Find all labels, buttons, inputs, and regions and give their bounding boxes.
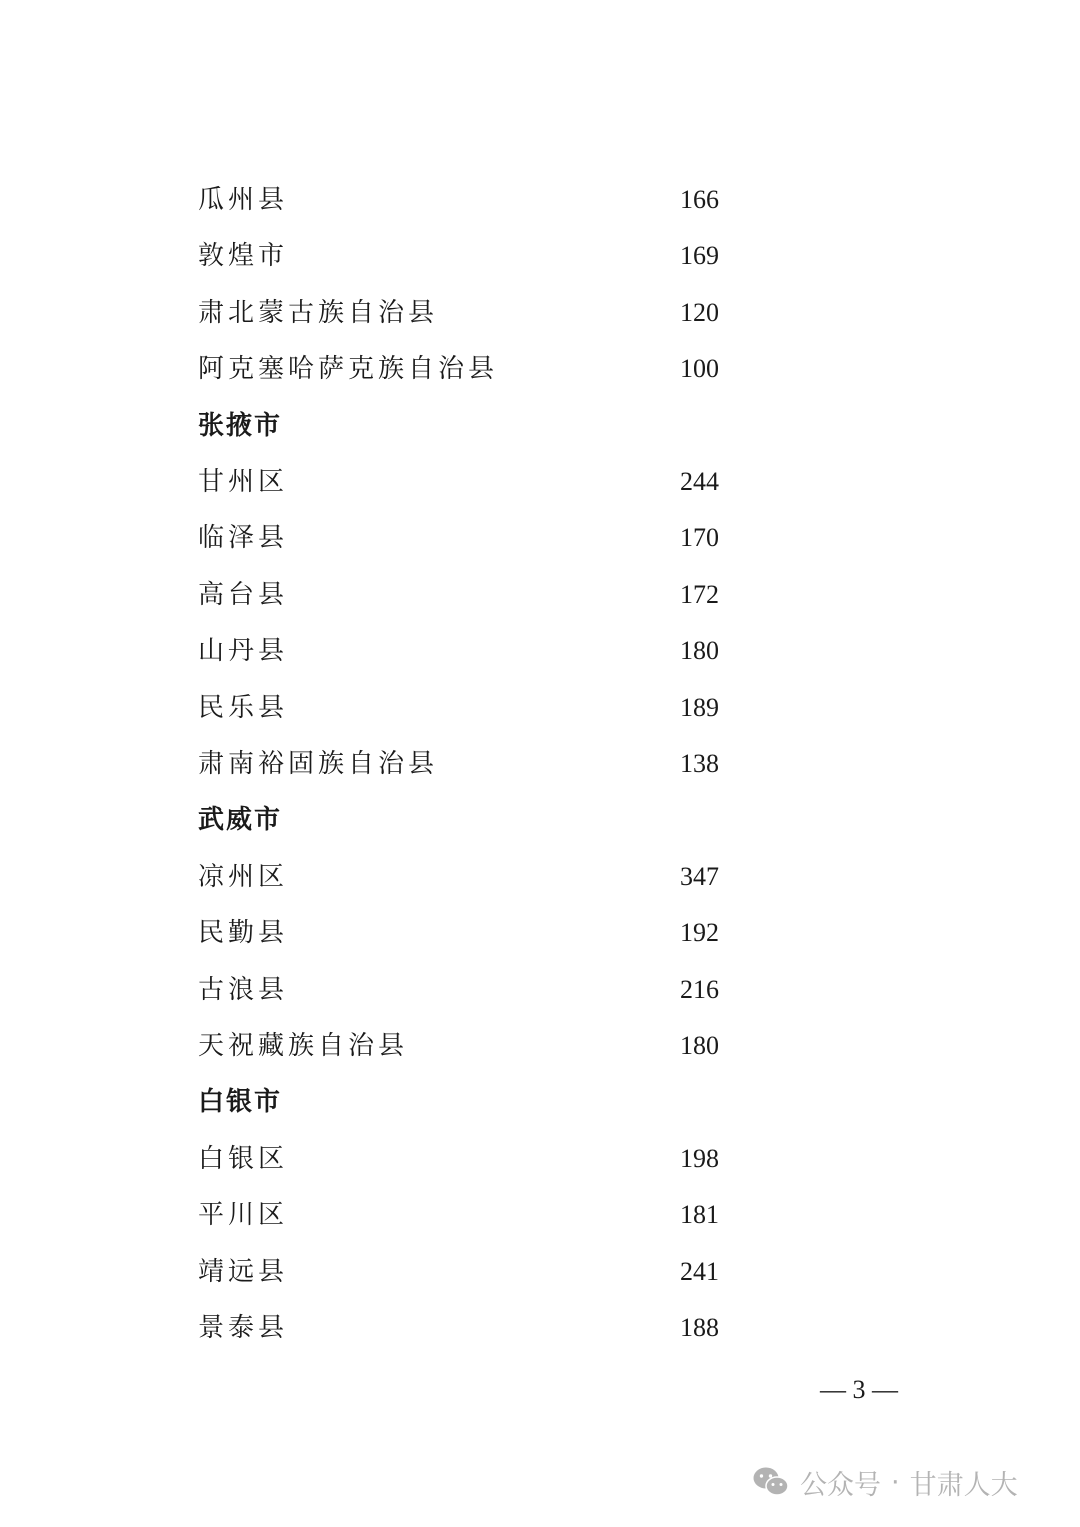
city-heading [198, 800, 758, 840]
county-value: 347 [680, 861, 719, 891]
county-value: 216 [680, 974, 719, 1004]
county-value: 244 [680, 467, 719, 496]
county-value: 138 [680, 749, 719, 778]
county-name: 山丹县 [198, 636, 289, 667]
county-name: 古浪县 [198, 974, 289, 1005]
county-row [198, 462, 758, 502]
county-value: 192 [680, 918, 719, 948]
county-row [198, 744, 758, 784]
county-row [198, 970, 758, 1010]
county-name: 平川区 [198, 1200, 289, 1231]
county-name: 白银区 [198, 1143, 289, 1174]
county-row [198, 1139, 758, 1179]
city-heading [198, 406, 758, 446]
county-row [198, 1252, 758, 1292]
county-row [198, 236, 758, 276]
county-name: 靖远县 [198, 1256, 289, 1287]
city-heading [198, 1082, 758, 1122]
county-name: 高台县 [198, 579, 289, 610]
county-value: 120 [680, 297, 719, 327]
page-number: — 3 — [820, 1375, 898, 1404]
city-name: 白银市 [198, 1087, 283, 1118]
county-value: 198 [680, 1143, 719, 1173]
county-name: 凉州区 [198, 861, 289, 892]
county-name: 临泽县 [198, 523, 289, 554]
account-name: 甘肃人大 [909, 1469, 1018, 1501]
county-name: 天祝藏族自治县 [198, 1031, 409, 1061]
county-value: 166 [680, 185, 719, 214]
city-name: 武威市 [198, 805, 283, 836]
county-name: 肃南裕固族自治县 [198, 749, 439, 779]
county-row [198, 857, 758, 897]
county-value: 172 [680, 579, 719, 609]
county-row [198, 180, 758, 220]
wechat-account-watermark [752, 1460, 1018, 1504]
county-row [198, 688, 758, 728]
county-row [198, 1026, 758, 1066]
county-name: 肃北蒙古族自治县 [198, 297, 439, 328]
county-row [198, 293, 758, 333]
county-row [198, 1308, 758, 1348]
county-row [198, 1195, 758, 1235]
county-value: 189 [680, 692, 719, 722]
county-value: 180 [680, 1031, 719, 1060]
county-name: 瓜州县 [198, 185, 289, 215]
separator-dot: · [891, 1466, 900, 1498]
county-value: 180 [680, 636, 719, 666]
county-value: 169 [680, 241, 719, 271]
account-label: 公众号 [800, 1469, 881, 1501]
county-row [198, 631, 758, 671]
county-value: 170 [680, 523, 719, 553]
county-row [198, 575, 758, 615]
county-name: 阿克塞哈萨克族自治县 [198, 354, 499, 385]
county-name: 景泰县 [198, 1313, 289, 1343]
city-name: 张掖市 [198, 410, 283, 441]
county-value: 188 [680, 1313, 719, 1342]
county-row [198, 518, 758, 558]
wechat-icon [752, 1466, 790, 1498]
county-name: 甘州区 [198, 467, 289, 497]
county-value: 241 [680, 1256, 719, 1286]
county-name: 敦煌市 [198, 241, 289, 272]
county-row [198, 913, 758, 953]
county-name: 民勤县 [198, 918, 289, 949]
county-name: 民乐县 [198, 692, 289, 723]
county-value: 181 [680, 1200, 719, 1230]
county-row [198, 349, 758, 389]
county-value: 100 [680, 354, 719, 384]
